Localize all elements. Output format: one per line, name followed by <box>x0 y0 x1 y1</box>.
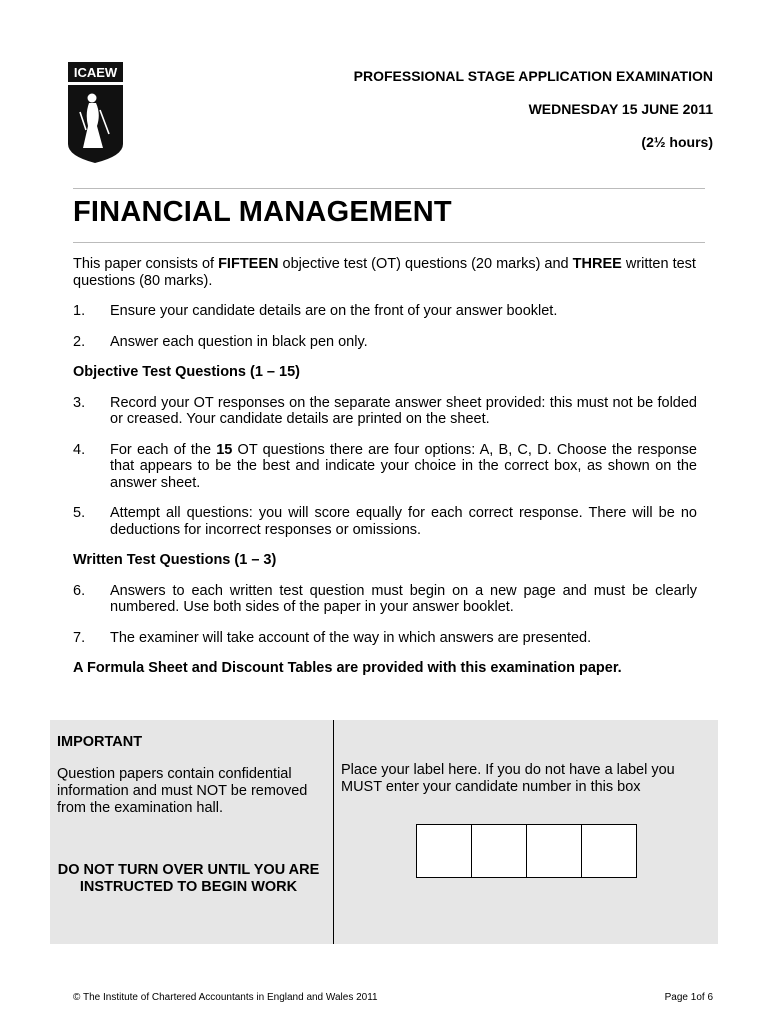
item-number: 6. <box>73 582 86 599</box>
exam-date: WEDNESDAY 15 JUNE 2011 <box>528 101 713 117</box>
candidate-digit-box[interactable] <box>582 825 636 877</box>
formula-note: A Formula Sheet and Discount Tables are provided with this examination paper. <box>73 660 622 676</box>
intro-bold-fifteen: FIFTEEN <box>218 256 279 272</box>
exam-name: PROFESSIONAL STAGE APPLICATION EXAMINATION <box>353 68 713 84</box>
item-text-post: OT questions there are four options: A, B, C, D. Choose the response that appears to be the best and indicate your choice in the correct box, as shown on the answer sheet. <box>110 441 697 491</box>
label-instruction: Place your label here. If you do not have a label you MUST enter your candidate number in this box <box>341 762 675 795</box>
intro-text-2: objective test (OT) questions (20 marks) and <box>278 256 573 272</box>
intro-text-1: This paper consists of <box>73 256 219 272</box>
item-text: Answers to each written test question must begin on a new page and must be clearly numbered. Use both sides of the paper in your answer booklet. <box>110 582 697 615</box>
instructions <box>73 256 697 677</box>
intro-paragraph <box>73 256 697 289</box>
item-text: Record your OT responses on the separate answer sheet provided: this must not be folded or creased. Your candidate details are printed on the sheet. <box>110 394 697 427</box>
instruction-item-3 <box>73 395 697 428</box>
candidate-digit-box[interactable] <box>527 825 582 877</box>
svg-text:ICAEW: ICAEW <box>73 65 118 80</box>
item-number: 3. <box>73 394 86 411</box>
instruction-item-2 <box>73 334 697 351</box>
important-text: Question papers contain confidential information and must NOT be removed from the examination hall. <box>57 766 308 816</box>
item-number: 7. <box>73 629 86 646</box>
item-text-bold: 15 <box>216 441 233 458</box>
item-number: 2. <box>73 333 86 350</box>
item-text-pre: For each of the <box>110 441 217 458</box>
page-title: FINANCIAL MANAGEMENT <box>73 196 452 228</box>
candidate-number-boxes[interactable] <box>416 824 637 878</box>
ot-heading: Objective Test Questions (1 – 15) <box>73 364 300 380</box>
important-title: IMPORTANT <box>57 734 143 750</box>
exam-duration: (2½ hours) <box>641 134 713 150</box>
candidate-digit-box[interactable] <box>472 825 527 877</box>
title-rule <box>73 242 705 243</box>
item-text <box>110 442 697 492</box>
item-text: Ensure your candidate details are on the front of your answer booklet. <box>110 303 558 319</box>
do-not-turn-warning: DO NOT TURN OVER UNTIL YOU ARE INSTRUCTED TO BEGIN WORK <box>57 862 320 895</box>
important-box <box>50 720 718 944</box>
copyright: © The Institute of Chartered Accountants in England and Wales 2011 <box>73 992 378 1003</box>
intro-bold-three: THREE <box>572 256 622 272</box>
instruction-item-6 <box>73 583 697 616</box>
icaew-logo <box>59 44 131 170</box>
top-rule <box>73 188 705 189</box>
item-number: 5. <box>73 505 86 521</box>
instruction-item-7 <box>73 630 697 647</box>
item-text: Answer each question in black pen only. <box>110 333 368 350</box>
page-number: Page 1of 6 <box>664 992 713 1003</box>
item-text: Attempt all questions: you will score equally for each correct response. There will be no deductions for incorrect responses or omissions. <box>110 505 697 538</box>
instruction-item-4 <box>73 442 697 492</box>
instruction-item-1 <box>73 303 697 320</box>
candidate-digit-box[interactable] <box>417 825 472 877</box>
box-divider <box>333 720 334 944</box>
item-number: 4. <box>73 441 86 458</box>
intro-text-3: written test questions (80 marks). <box>73 256 696 289</box>
instruction-item-5 <box>73 505 697 538</box>
item-number: 1. <box>73 303 86 319</box>
wt-heading: Written Test Questions (1 – 3) <box>73 552 277 568</box>
item-text: The examiner will take account of the way in which answers are presented. <box>110 629 592 646</box>
